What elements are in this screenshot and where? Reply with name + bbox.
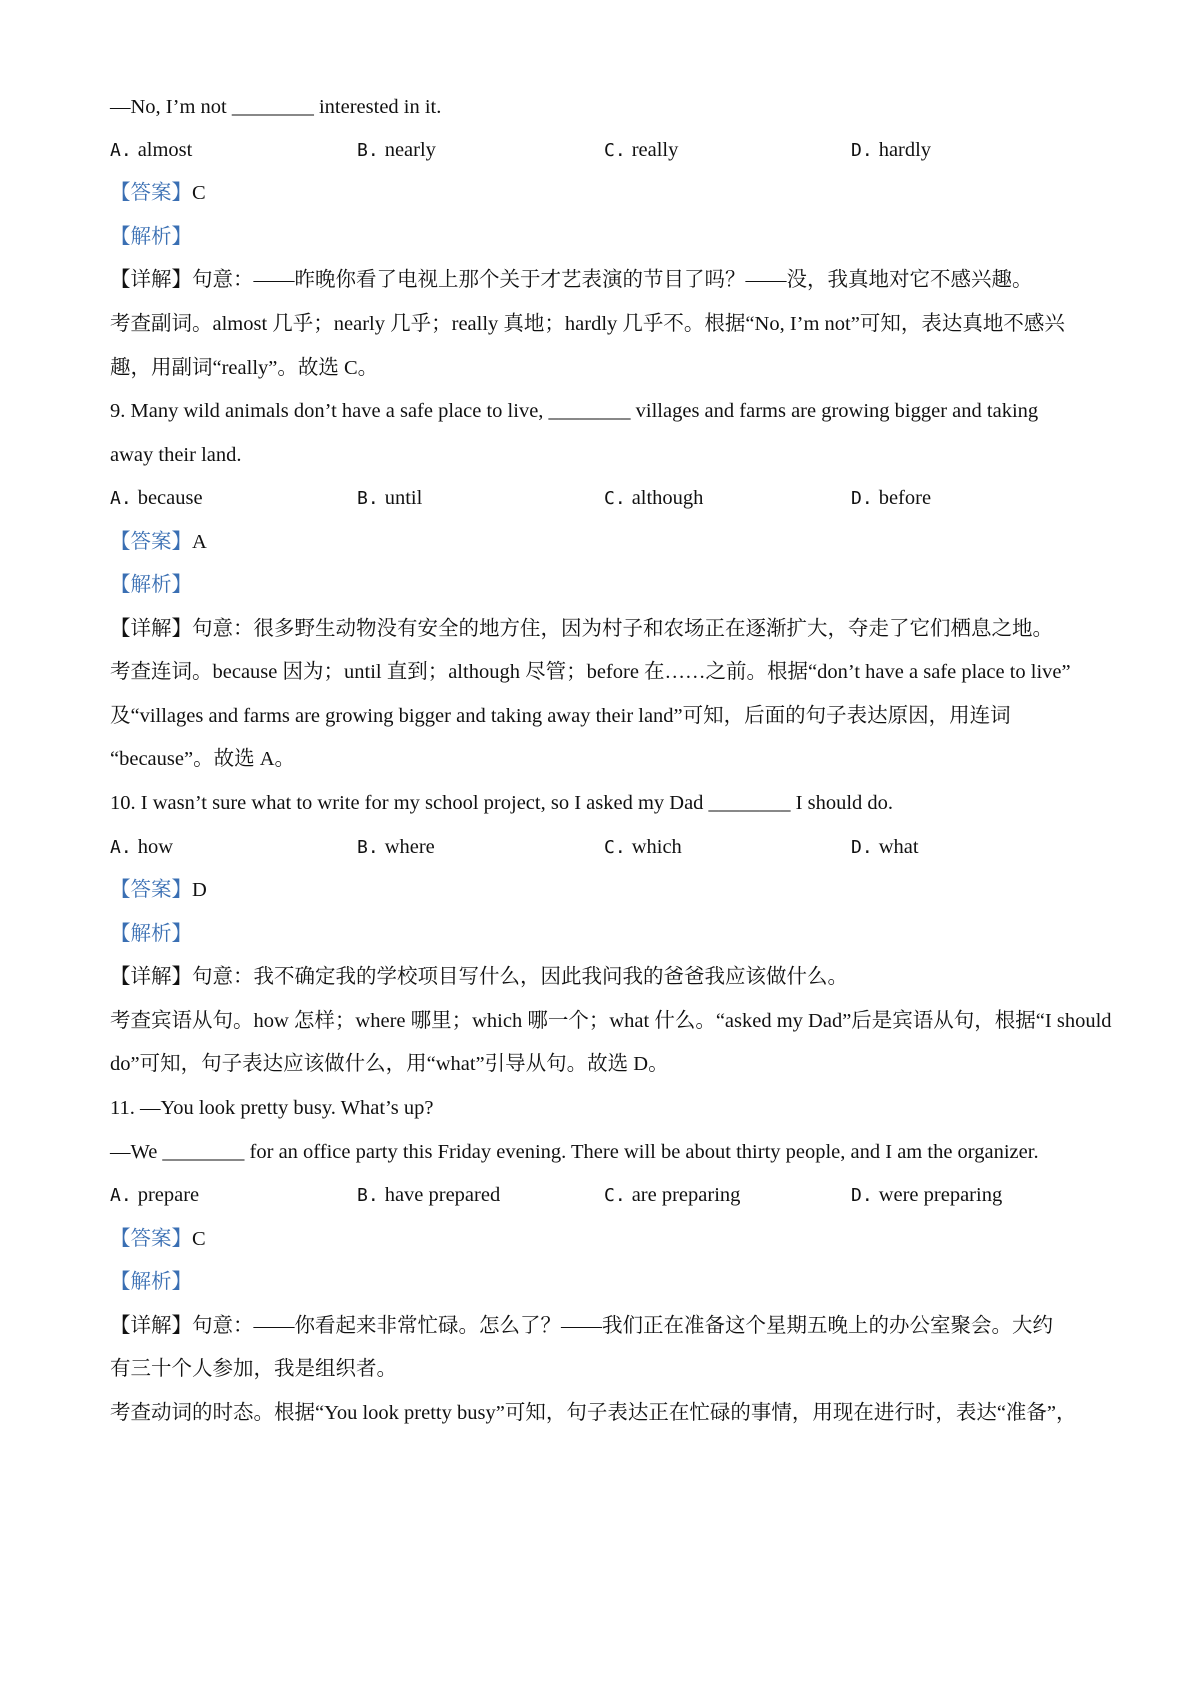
option-c: C. which [604,836,682,858]
answer-line: 【答案】C [110,1228,206,1250]
detail-line: 考查宾语从句。how 怎样；where 哪里；which 哪一个；what 什么。“asked my Dad”后是宾语从句，根据“I should [110,1010,1112,1032]
options-row [110,136,1110,164]
option-a: A. prepare [110,1184,200,1206]
analysis-heading: 【解析】 [110,226,192,248]
detail-line: 有三十个人参加，我是组织者。 [110,1358,397,1380]
detail-line: do”可知，句子表达应该做什么，用“what”引导从句。故选 D。 [110,1053,669,1075]
detail-line: 考查动词的时态。根据“You look pretty busy”可知，句子表达正在忙碌的事情，用现在进行时，表达“准备”， [110,1402,1077,1424]
options-row [110,833,1110,861]
option-c: C. although [604,487,704,509]
detail-line: 考查连词。because 因为；until 直到；although 尽管；before 在……之前。根据“don’t have a safe place to live” [110,661,1071,683]
detail-line: 考查副词。almost 几乎；nearly 几乎；really 真地；hardly 几乎不。根据“No, I’m not”可知，表达真地不感兴 [110,313,1065,335]
question-line: away their land. [110,444,242,466]
analysis-heading: 【解析】 [110,923,192,945]
option-b: B. until [357,487,423,509]
question-line: —No, I’m not ________ interested in it. [110,96,442,118]
option-d: D. before [851,487,932,509]
detail-line: 趣，用副词“really”。故选 C。 [110,357,379,379]
option-d: D. hardly [851,139,932,161]
option-b: B. where [357,836,435,858]
options-row [110,484,1110,512]
option-d: D. what [851,836,919,858]
analysis-heading: 【解析】 [110,574,192,596]
options-row [110,1181,1110,1209]
option-b: B. nearly [357,139,436,161]
option-b: B. have prepared [357,1184,501,1206]
question-line: 10. I wasn’t sure what to write for my school project, so I asked my Dad ________ I should do. [110,792,894,814]
detail-line: 及“villages and farms are growing bigger and taking away their land”可知，后面的句子表达原因，用连词 [110,705,1011,727]
detail-line: 【详解】句意：——昨晚你看了电视上那个关于才艺表演的节目了吗？——没，我真地对它不感兴趣。 [110,269,1033,291]
answer-line: 【答案】A [110,531,207,553]
option-c: C. are preparing [604,1184,741,1206]
option-a: A. almost [110,139,193,161]
question-line: 9. Many wild animals don’t have a safe place to live, ________ villages and farms are growing bigger and taking [110,400,1039,422]
option-d: D. were preparing [851,1184,1003,1206]
detail-line: 【详解】句意：很多野生动物没有安全的地方住，因为村子和农场正在逐渐扩大，夺走了它们栖息之地。 [110,618,1053,640]
detail-line: “because”。故选 A。 [110,748,296,770]
answer-line: 【答案】C [110,182,206,204]
detail-line: 【详解】句意：——你看起来非常忙碌。怎么了？——我们正在准备这个星期五晚上的办公室聚会。大约 [110,1315,1053,1337]
question-line: —We ________ for an office party this Friday evening. There will be about thirty people, and I am the organizer. [110,1141,1039,1163]
analysis-heading: 【解析】 [110,1271,192,1293]
answer-line: 【答案】D [110,879,207,901]
detail-line: 【详解】句意：我不确定我的学校项目写什么，因此我问我的爸爸我应该做什么。 [110,966,848,988]
option-c: C. really [604,139,679,161]
question-line: 11. —You look pretty busy. What’s up? [110,1097,434,1119]
option-a: A. how [110,836,173,858]
option-a: A. because [110,487,203,509]
